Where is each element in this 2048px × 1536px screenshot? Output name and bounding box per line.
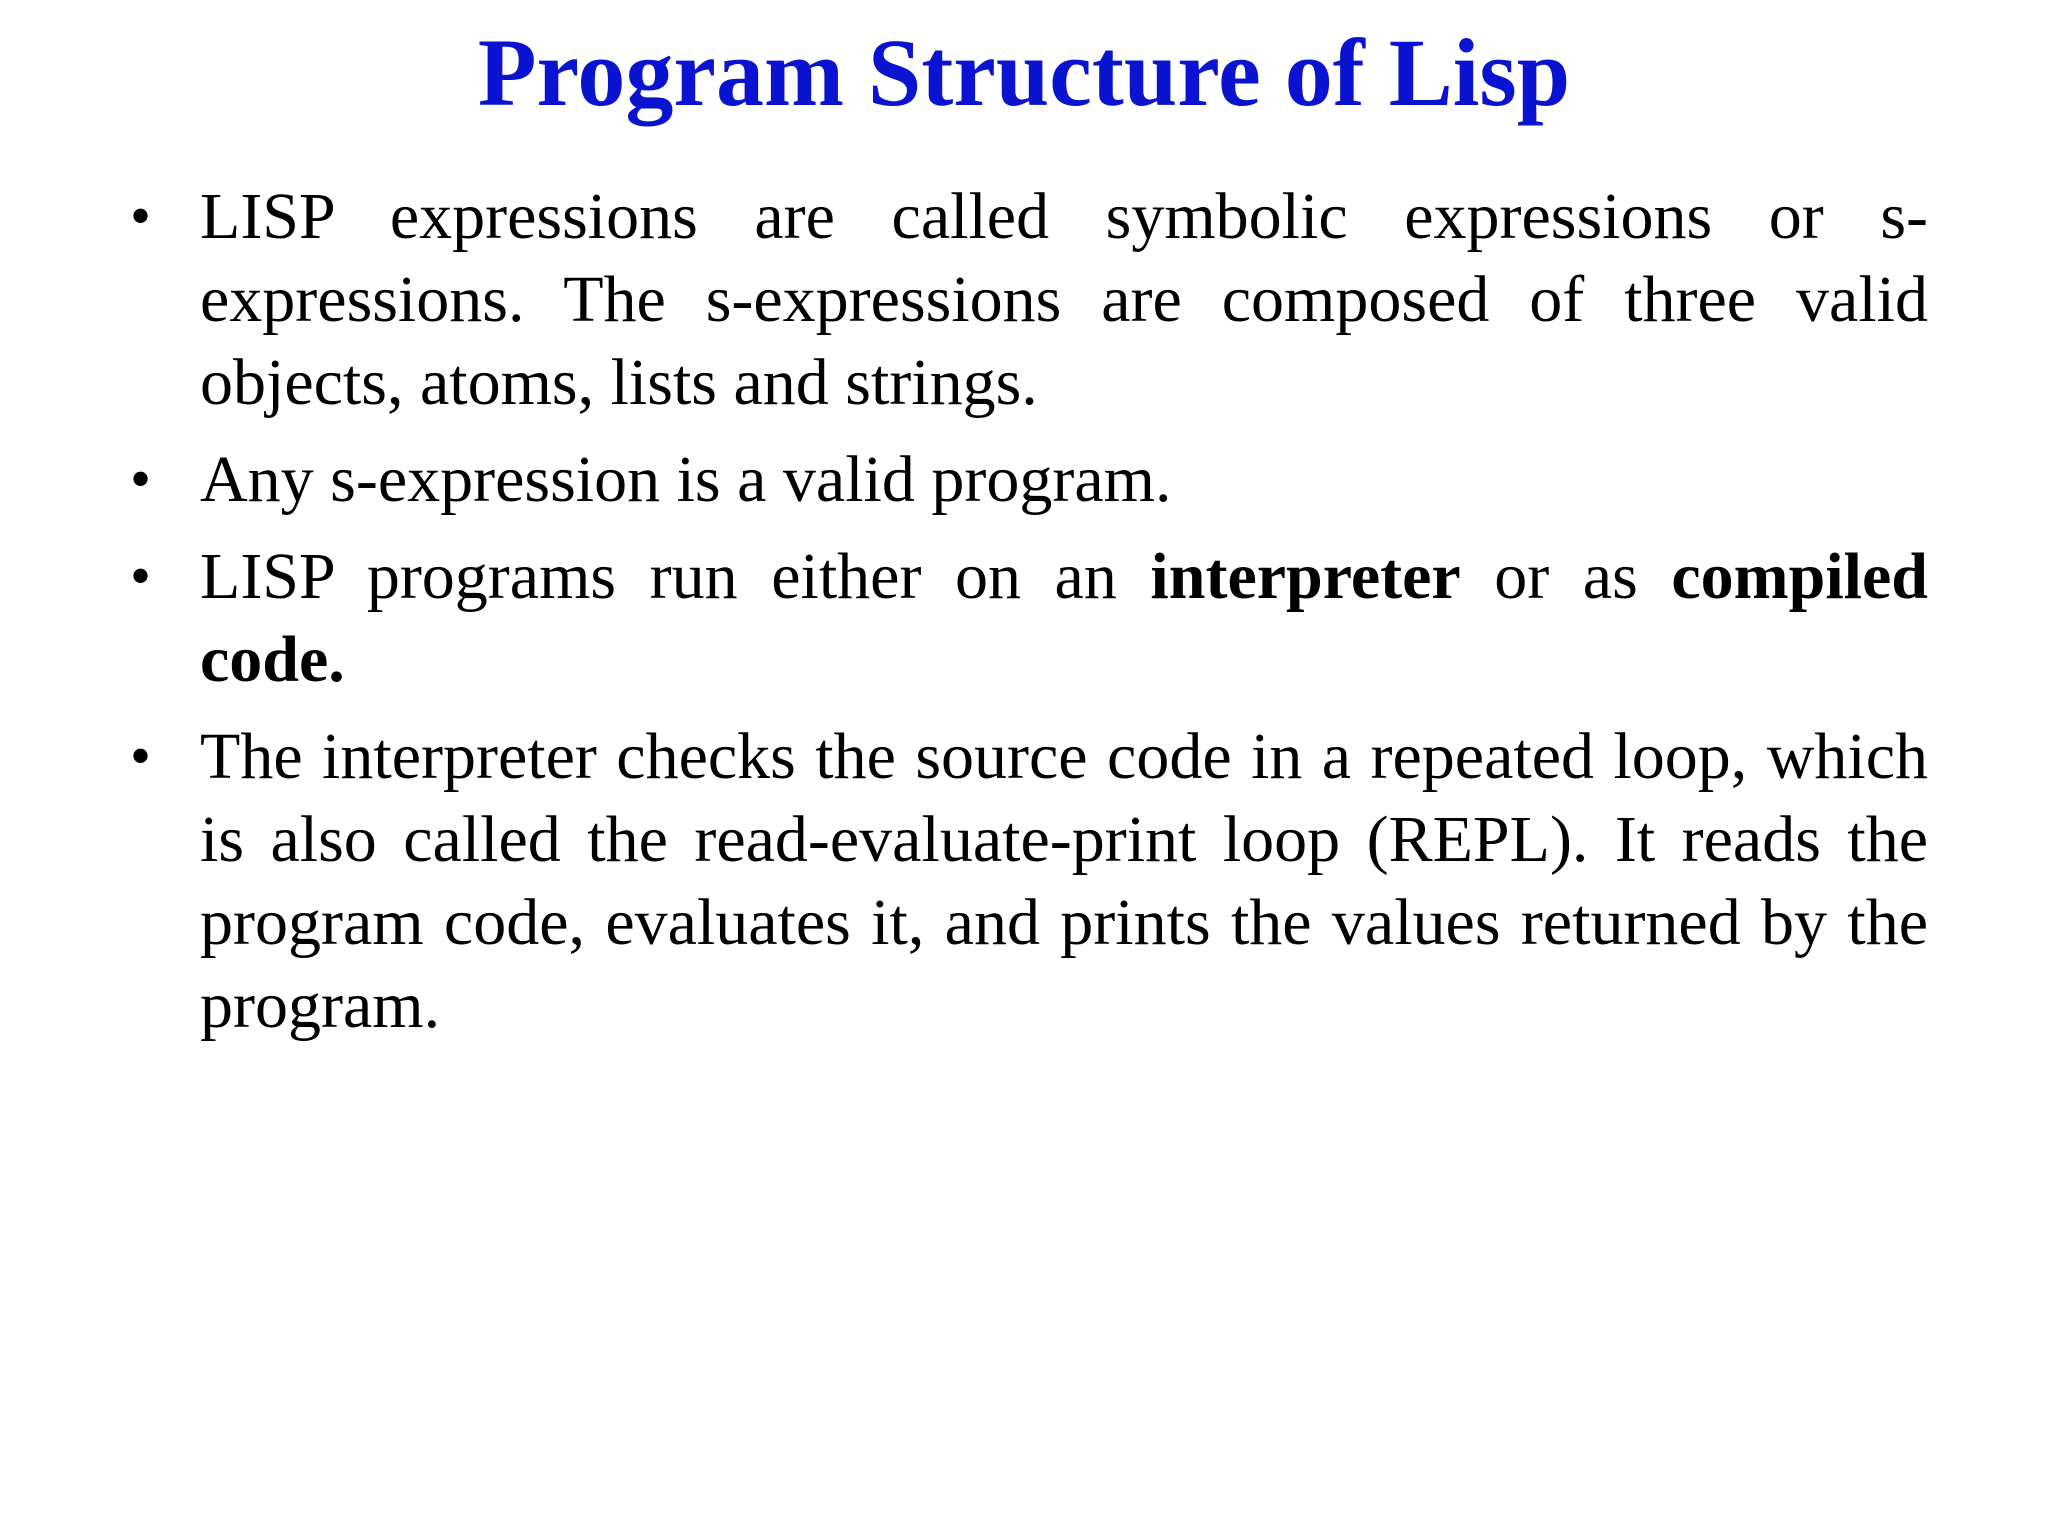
bullet-item-1 [130,175,1928,424]
bullet-item-3 [130,535,1928,701]
bullet-icon: • [130,723,152,789]
bullet-text: LISP expressions are called symbolic expressions or s-expressions. The s-expressions are composed of three valid objects, atoms, lists and strings. [200,180,1928,419]
bullet-text: The interpreter checks the source code in a repeated loop, which is also called the read-evaluate-print loop (REPL). It reads the program code, evaluates it, and prints the values returned by the program. [200,720,1928,1042]
bullet-item-2 [130,438,1928,521]
bullet-text: Any s-expression is a valid program. [200,443,1172,516]
bullet-text-part: or as [1460,540,1672,613]
bullet-bold-term: compiled code. [200,540,1928,696]
bullet-icon: • [130,183,152,249]
bullet-icon: • [130,543,152,609]
slide-title: Program Structure of Lisp [477,19,1571,126]
bullet-item-4 [130,715,1928,1047]
bullet-list [0,175,2048,1061]
bullet-text-part: LISP programs run either on an [200,540,1151,613]
bullet-bold-term: interpreter [1150,540,1461,613]
bullet-icon: • [130,446,152,512]
